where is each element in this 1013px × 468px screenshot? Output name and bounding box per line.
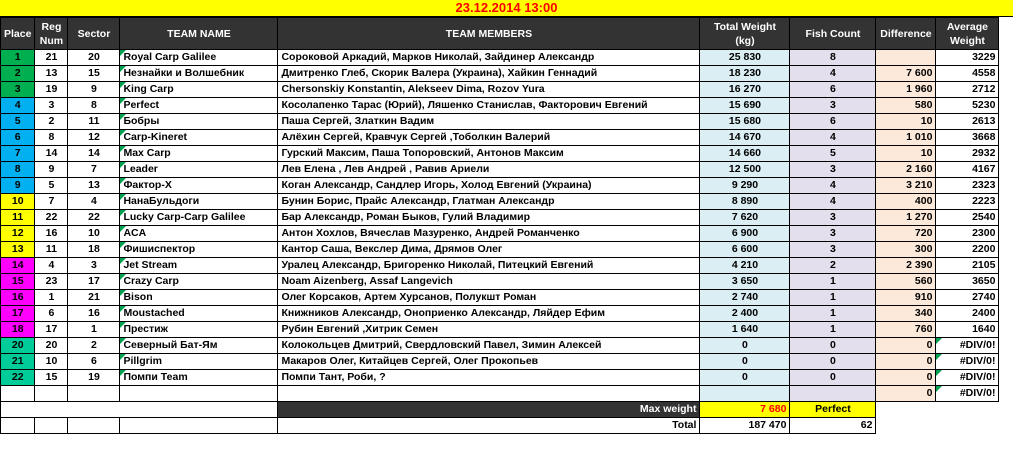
empty-cell[interactable] xyxy=(936,402,999,418)
place-cell[interactable]: 7 xyxy=(1,146,35,162)
place-cell[interactable]: 17 xyxy=(1,306,35,322)
team-name-cell[interactable]: Фишиспектор xyxy=(120,242,278,258)
reg-num-cell[interactable]: 6 xyxy=(35,306,68,322)
team-name-cell[interactable]: Leader xyxy=(120,162,278,178)
place-cell[interactable]: 14 xyxy=(1,258,35,274)
empty-cell[interactable] xyxy=(68,402,120,418)
team-name-cell[interactable]: Jet Stream xyxy=(120,258,278,274)
empty-cell[interactable] xyxy=(1,402,35,418)
difference-cell[interactable]: 3 210 xyxy=(876,178,936,194)
sector-cell[interactable]: 4 xyxy=(68,194,120,210)
header-reg-num[interactable]: Reg Num xyxy=(35,18,68,50)
place-cell[interactable]: 2 xyxy=(1,66,35,82)
table-row xyxy=(1,146,999,162)
table-row xyxy=(1,354,999,370)
total-weight-cell[interactable]: 0 xyxy=(700,354,790,370)
team-members-cell[interactable]: Помпи Тант, Роби, ? xyxy=(278,370,700,386)
total-weight-cell[interactable]: 18 230 xyxy=(700,66,790,82)
difference-cell[interactable]: 10 xyxy=(876,114,936,130)
place-cell[interactable]: 16 xyxy=(1,290,35,306)
fish-count-cell[interactable]: 1 xyxy=(790,290,876,306)
reg-num-cell[interactable]: 21 xyxy=(35,50,68,66)
difference-cell[interactable]: 7 600 xyxy=(876,66,936,82)
fish-count-cell[interactable]: 2 xyxy=(790,258,876,274)
empty-cell[interactable] xyxy=(876,418,936,434)
total-weight-cell[interactable]: 6 900 xyxy=(700,226,790,242)
average-weight-cell[interactable]: 2323 xyxy=(936,178,999,194)
header-average-weight[interactable]: Average Weight xyxy=(936,18,999,50)
team-name-cell[interactable]: Помпи Теam xyxy=(120,370,278,386)
table-row xyxy=(1,194,999,210)
sector-cell[interactable]: 1 xyxy=(68,322,120,338)
difference-cell[interactable]: 580 xyxy=(876,98,936,114)
reg-num-cell[interactable]: 19 xyxy=(35,82,68,98)
average-weight-cell[interactable]: #DIV/0! xyxy=(936,370,999,386)
average-weight-cell[interactable]: 2300 xyxy=(936,226,999,242)
place-cell[interactable]: 21 xyxy=(1,354,35,370)
total-weight-cell[interactable]: 14 660 xyxy=(700,146,790,162)
team-members-cell[interactable]: Бар Александр, Роман Быков, Гулий Владимир xyxy=(278,210,700,226)
total-weight-cell[interactable]: 0 xyxy=(700,370,790,386)
total-weight-cell[interactable]: 6 600 xyxy=(700,242,790,258)
team-name-cell[interactable]: Moustached xyxy=(120,306,278,322)
sector-cell[interactable]: 17 xyxy=(68,274,120,290)
header-team-members[interactable]: TEAM MEMBERS xyxy=(278,18,700,50)
team-members-cell[interactable]: Кантор Саша, Векслер Дима, Дрямов Олег xyxy=(278,242,700,258)
sector-cell[interactable]: 12 xyxy=(68,130,120,146)
place-cell[interactable]: 4 xyxy=(1,98,35,114)
empty-cell[interactable] xyxy=(120,418,278,434)
table-row xyxy=(1,338,999,354)
reg-num-cell[interactable]: 17 xyxy=(35,322,68,338)
reg-num-cell[interactable]: 4 xyxy=(35,258,68,274)
sector-cell[interactable]: 10 xyxy=(68,226,120,242)
team-members-cell[interactable]: Макаров Олег, Китайцев Сергей, Олег Прокопьев xyxy=(278,354,700,370)
fish-count-cell[interactable]: 6 xyxy=(790,114,876,130)
fish-count-cell[interactable]: 4 xyxy=(790,178,876,194)
difference-cell[interactable]: 1 270 xyxy=(876,210,936,226)
average-weight-cell[interactable]: 3668 xyxy=(936,130,999,146)
team-name-cell[interactable]: Престиж xyxy=(120,322,278,338)
average-weight-cell[interactable]: 2540 xyxy=(936,210,999,226)
average-weight-cell[interactable]: 4167 xyxy=(936,162,999,178)
reg-num-cell[interactable]: 8 xyxy=(35,130,68,146)
sector-cell[interactable]: 11 xyxy=(68,114,120,130)
place-cell[interactable]: 15 xyxy=(1,274,35,290)
team-name-cell[interactable]: Royal Carp Galilee xyxy=(120,50,278,66)
table-row xyxy=(1,210,999,226)
team-name-cell[interactable]: Carp-Kineret xyxy=(120,130,278,146)
table-row xyxy=(1,130,999,146)
table-row xyxy=(1,370,999,386)
fish-count-cell[interactable]: 0 xyxy=(790,338,876,354)
total-weight-cell[interactable]: 25 830 xyxy=(700,50,790,66)
total-weight-cell[interactable]: 9 290 xyxy=(700,178,790,194)
total-label[interactable]: Total xyxy=(278,418,700,434)
difference-cell[interactable]: 400 xyxy=(876,194,936,210)
reg-num-cell[interactable]: 13 xyxy=(35,66,68,82)
fish-count-cell[interactable]: 3 xyxy=(790,98,876,114)
max-weight-value[interactable]: 7 680 xyxy=(700,402,790,418)
place-cell[interactable]: 6 xyxy=(1,130,35,146)
table-row xyxy=(1,306,999,322)
header-sector[interactable]: Sector xyxy=(68,18,120,50)
fish-count-cell[interactable]: 3 xyxy=(790,242,876,258)
team-members-cell[interactable]: Рубин Евгений ,Хитрик Семен xyxy=(278,322,700,338)
team-members-cell[interactable]: Noam Aizenberg, Assaf Langevich xyxy=(278,274,700,290)
total-weight-cell[interactable]: 16 270 xyxy=(700,82,790,98)
team-name-cell[interactable]: Perfect xyxy=(120,98,278,114)
header-row xyxy=(1,18,999,50)
average-weight-cell[interactable]: 2932 xyxy=(936,146,999,162)
reg-num-cell[interactable] xyxy=(35,386,68,402)
fish-count-cell[interactable]: 5 xyxy=(790,146,876,162)
team-name-cell[interactable]: НанаБульдоги xyxy=(120,194,278,210)
team-name-cell[interactable] xyxy=(120,386,278,402)
header-place[interactable]: Place xyxy=(1,18,35,50)
average-weight-cell[interactable]: #DIV/0! xyxy=(936,338,999,354)
total-weight-cell[interactable]: 4 210 xyxy=(700,258,790,274)
team-name-cell[interactable]: Северный Бат-Ям xyxy=(120,338,278,354)
sector-cell[interactable]: 19 xyxy=(68,370,120,386)
difference-cell[interactable]: 2 390 xyxy=(876,258,936,274)
table-row xyxy=(1,98,999,114)
total-weight-cell[interactable]: 15 690 xyxy=(700,98,790,114)
team-members-cell[interactable]: Бунин Борис, Прайс Александр, Глатман Александр xyxy=(278,194,700,210)
sector-cell[interactable]: 21 xyxy=(68,290,120,306)
table-row xyxy=(1,242,999,258)
table-row xyxy=(1,322,999,338)
difference-cell[interactable]: 0 xyxy=(876,386,936,402)
table-row xyxy=(1,226,999,242)
average-weight-cell[interactable]: 5230 xyxy=(936,98,999,114)
place-cell[interactable]: 12 xyxy=(1,226,35,242)
average-weight-cell[interactable]: 3229 xyxy=(936,50,999,66)
sector-cell[interactable]: 7 xyxy=(68,162,120,178)
average-weight-cell[interactable]: #DIV/0! xyxy=(936,386,999,402)
sector-cell[interactable]: 20 xyxy=(68,50,120,66)
difference-cell[interactable]: 300 xyxy=(876,242,936,258)
fish-count-cell[interactable]: 3 xyxy=(790,162,876,178)
team-members-cell[interactable]: Книжников Александр, Оноприенко Александр, Ляйдер Ефим xyxy=(278,306,700,322)
difference-cell[interactable]: 340 xyxy=(876,306,936,322)
team-members-cell[interactable]: Косолапенко Тарас (Юрий), Ляшенко Станислав, Факторович Евгений xyxy=(278,98,700,114)
table-row xyxy=(1,114,999,130)
results-table xyxy=(0,17,999,434)
header-fish-count[interactable]: Fish Count xyxy=(790,18,876,50)
difference-cell[interactable]: 720 xyxy=(876,226,936,242)
reg-num-cell[interactable]: 9 xyxy=(35,162,68,178)
difference-cell[interactable]: 1 960 xyxy=(876,82,936,98)
place-cell[interactable]: 10 xyxy=(1,194,35,210)
difference-cell[interactable]: 760 xyxy=(876,322,936,338)
empty-cell[interactable] xyxy=(876,402,936,418)
reg-num-cell[interactable]: 1 xyxy=(35,290,68,306)
team-name-cell[interactable]: Фактор-Х xyxy=(120,178,278,194)
average-weight-cell[interactable]: 2712 xyxy=(936,82,999,98)
table-row xyxy=(1,82,999,98)
sector-cell[interactable]: 16 xyxy=(68,306,120,322)
average-weight-cell[interactable]: 4558 xyxy=(936,66,999,82)
header-team-name[interactable]: TEAM NAME xyxy=(120,18,278,50)
place-cell[interactable]: 1 xyxy=(1,50,35,66)
total-weight-cell[interactable]: 14 670 xyxy=(700,130,790,146)
fish-count-cell[interactable]: 0 xyxy=(790,354,876,370)
reg-num-cell[interactable]: 16 xyxy=(35,226,68,242)
average-weight-cell[interactable]: 2200 xyxy=(936,242,999,258)
place-cell[interactable]: 22 xyxy=(1,370,35,386)
reg-num-cell[interactable]: 23 xyxy=(35,274,68,290)
team-members-cell[interactable]: Уралец Александр, Бригоренко Николай, Питецкий Евгений xyxy=(278,258,700,274)
difference-cell[interactable] xyxy=(876,50,936,66)
table-row xyxy=(1,386,999,402)
team-members-cell[interactable]: Дмитренко Глеб, Скорик Валера (Украина), Хайкин Геннадий xyxy=(278,66,700,82)
max-weight-label[interactable]: Max weight xyxy=(278,402,700,418)
difference-cell[interactable]: 2 160 xyxy=(876,162,936,178)
date-title: 23.12.2014 13:00 xyxy=(455,0,558,15)
fish-count-cell[interactable]: 1 xyxy=(790,322,876,338)
team-name-cell[interactable]: Бобры xyxy=(120,114,278,130)
reg-num-cell[interactable]: 2 xyxy=(35,114,68,130)
total-weight[interactable]: 187 470 xyxy=(700,418,790,434)
place-cell[interactable]: 9 xyxy=(1,178,35,194)
table-row xyxy=(1,66,999,82)
sector-cell[interactable] xyxy=(68,386,120,402)
place-cell[interactable]: 5 xyxy=(1,114,35,130)
fish-count-cell[interactable]: 8 xyxy=(790,50,876,66)
team-name-cell[interactable]: Lucky Carp-Carp Galilee xyxy=(120,210,278,226)
max-weight-row xyxy=(1,402,999,418)
average-weight-cell[interactable]: 3650 xyxy=(936,274,999,290)
empty-cell[interactable] xyxy=(35,402,68,418)
place-cell[interactable]: 3 xyxy=(1,82,35,98)
reg-num-cell[interactable]: 22 xyxy=(35,210,68,226)
difference-cell[interactable]: 1 010 xyxy=(876,130,936,146)
place-cell[interactable] xyxy=(1,386,35,402)
table-row xyxy=(1,162,999,178)
table-row xyxy=(1,258,999,274)
sector-cell[interactable]: 15 xyxy=(68,66,120,82)
team-members-cell[interactable]: Chersonskiy Konstantin, Alekseev Dima, Rozov Yura xyxy=(278,82,700,98)
team-members-cell[interactable] xyxy=(278,386,700,402)
table-row xyxy=(1,274,999,290)
total-weight-cell[interactable]: 0 xyxy=(700,338,790,354)
reg-num-cell[interactable]: 11 xyxy=(35,242,68,258)
table-row xyxy=(1,178,999,194)
reg-num-cell[interactable]: 10 xyxy=(35,354,68,370)
difference-cell[interactable]: 910 xyxy=(876,290,936,306)
team-members-cell[interactable]: Коган Александр, Сандлер Игорь, Холод Евгений (Украина) xyxy=(278,178,700,194)
place-cell[interactable]: 13 xyxy=(1,242,35,258)
difference-cell[interactable]: 0 xyxy=(876,370,936,386)
place-cell[interactable]: 8 xyxy=(1,162,35,178)
fish-count-cell[interactable]: 4 xyxy=(790,130,876,146)
team-members-cell[interactable]: Колокольцев Дмитрий, Свердловский Павел, Зимин Алексей xyxy=(278,338,700,354)
sector-cell[interactable]: 18 xyxy=(68,242,120,258)
reg-num-cell[interactable]: 20 xyxy=(35,338,68,354)
average-weight-cell[interactable]: #DIV/0! xyxy=(936,354,999,370)
team-name-cell[interactable]: King Carp xyxy=(120,82,278,98)
date-title-bar[interactable] xyxy=(0,0,1013,17)
place-cell[interactable]: 11 xyxy=(1,210,35,226)
fish-count-cell[interactable]: 0 xyxy=(790,370,876,386)
reg-num-cell[interactable]: 14 xyxy=(35,146,68,162)
sector-cell[interactable]: 2 xyxy=(68,338,120,354)
average-weight-cell[interactable]: 2740 xyxy=(936,290,999,306)
fish-count-cell[interactable]: 1 xyxy=(790,274,876,290)
team-members-cell[interactable]: Гурский Максим, Паша Топоровский, Антонов Максим xyxy=(278,146,700,162)
total-weight-cell[interactable]: 15 680 xyxy=(700,114,790,130)
reg-num-cell[interactable]: 7 xyxy=(35,194,68,210)
empty-cell[interactable] xyxy=(120,402,278,418)
total-weight-cell[interactable]: 2 400 xyxy=(700,306,790,322)
total-row xyxy=(1,418,999,434)
sector-cell[interactable]: 14 xyxy=(68,146,120,162)
sector-cell[interactable]: 3 xyxy=(68,258,120,274)
team-name-cell[interactable]: Crazy Carp xyxy=(120,274,278,290)
team-members-cell[interactable]: Антон Хохлов, Вячеслав Мазуренко, Андрей Романченко xyxy=(278,226,700,242)
empty-cell[interactable] xyxy=(936,418,999,434)
fish-count-cell[interactable]: 3 xyxy=(790,226,876,242)
sector-cell[interactable]: 22 xyxy=(68,210,120,226)
team-members-cell[interactable]: Алёхин Сергей, Кравчук Сергей ,Тоболкин Валерий xyxy=(278,130,700,146)
difference-cell[interactable]: 560 xyxy=(876,274,936,290)
average-weight-cell[interactable]: 1640 xyxy=(936,322,999,338)
total-weight-cell[interactable]: 1 640 xyxy=(700,322,790,338)
sector-cell[interactable]: 13 xyxy=(68,178,120,194)
team-name-cell[interactable]: ACA xyxy=(120,226,278,242)
place-cell[interactable]: 20 xyxy=(1,338,35,354)
average-weight-cell[interactable]: 2400 xyxy=(936,306,999,322)
team-name-cell[interactable]: Pillgrim xyxy=(120,354,278,370)
header-total-weight[interactable]: Total Weight (kg) xyxy=(700,18,790,50)
team-name-cell[interactable]: Bison xyxy=(120,290,278,306)
total-fish[interactable]: 62 xyxy=(790,418,876,434)
fish-count-cell[interactable]: 4 xyxy=(790,194,876,210)
fish-count-cell[interactable]: 3 xyxy=(790,210,876,226)
sector-cell[interactable]: 9 xyxy=(68,82,120,98)
table-row xyxy=(1,290,999,306)
total-weight-cell[interactable]: 3 650 xyxy=(700,274,790,290)
total-weight-cell[interactable]: 8 890 xyxy=(700,194,790,210)
table-row xyxy=(1,50,999,66)
total-weight-cell[interactable] xyxy=(700,386,790,402)
total-weight-cell[interactable]: 2 740 xyxy=(700,290,790,306)
average-weight-cell[interactable]: 2223 xyxy=(936,194,999,210)
difference-cell[interactable]: 0 xyxy=(876,354,936,370)
team-name-cell[interactable]: Незнайки и Волшебник xyxy=(120,66,278,82)
reg-num-cell[interactable]: 5 xyxy=(35,178,68,194)
difference-cell[interactable]: 10 xyxy=(876,146,936,162)
empty-cell[interactable] xyxy=(1,418,35,434)
average-weight-cell[interactable]: 2105 xyxy=(936,258,999,274)
team-members-cell[interactable]: Олег Корсаков, Артем Хурсанов, Полукшт Роман xyxy=(278,290,700,306)
fish-count-cell[interactable] xyxy=(790,386,876,402)
total-weight-cell[interactable]: 7 620 xyxy=(700,210,790,226)
reg-num-cell[interactable]: 15 xyxy=(35,370,68,386)
header-difference[interactable]: Difference xyxy=(876,18,936,50)
max-weight-team[interactable]: Perfect xyxy=(790,402,876,418)
fish-count-cell[interactable]: 6 xyxy=(790,82,876,98)
team-members-cell[interactable]: Паша Сергей, Златкин Вадим xyxy=(278,114,700,130)
total-weight-cell[interactable]: 12 500 xyxy=(700,162,790,178)
team-members-cell[interactable]: Сороковой Аркадий, Марков Николай, Зайдинер Александр xyxy=(278,50,700,66)
fish-count-cell[interactable]: 1 xyxy=(790,306,876,322)
average-weight-cell[interactable]: 2613 xyxy=(936,114,999,130)
fish-count-cell[interactable]: 4 xyxy=(790,66,876,82)
sector-cell[interactable]: 8 xyxy=(68,98,120,114)
team-name-cell[interactable]: Max Carp xyxy=(120,146,278,162)
empty-cell[interactable] xyxy=(35,418,68,434)
difference-cell[interactable]: 0 xyxy=(876,338,936,354)
empty-cell[interactable] xyxy=(68,418,120,434)
team-members-cell[interactable]: Лев Елена , Лев Андрей , Равив Ариели xyxy=(278,162,700,178)
reg-num-cell[interactable]: 3 xyxy=(35,98,68,114)
sector-cell[interactable]: 6 xyxy=(68,354,120,370)
place-cell[interactable]: 18 xyxy=(1,322,35,338)
